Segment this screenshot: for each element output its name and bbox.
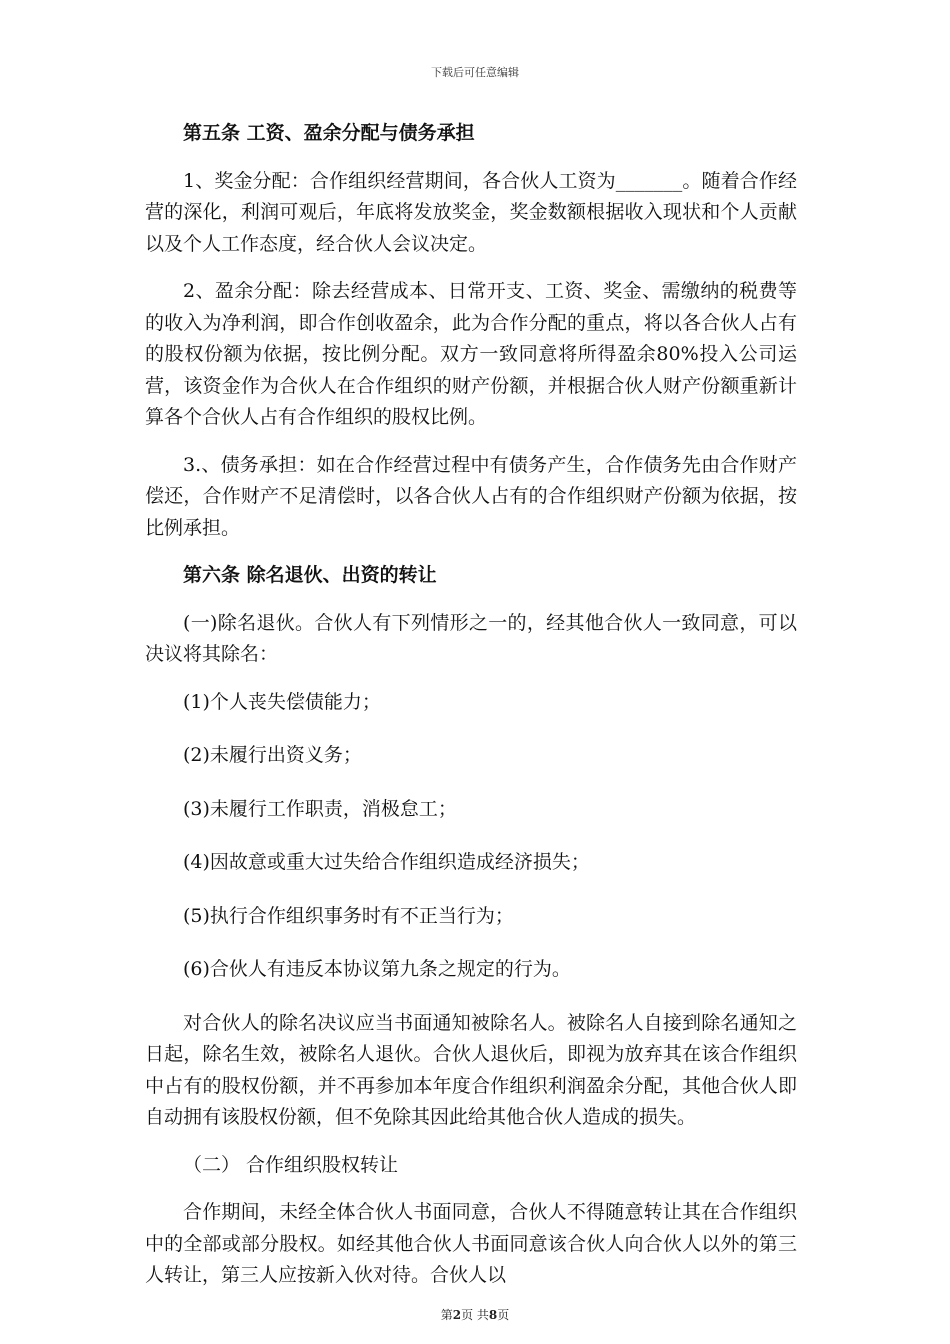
article-5-title: 第五条 工资、盈余分配与债务承担 [183,122,475,144]
removal-condition-item: (2)未履行出资义务； [183,744,362,766]
removal-resolution-paragraph: 对合伙人的除名决议应当书面通知被除名人。被除名人自接到除名通知之日起，除名生效，被除名人退伙。合伙人退伙后，即视为放弃其在该合作组织中占有的股权份额，并不再参加本年度合作组织利润盈余分配，其他合伙人即自动拥有该股权份额，但不免除其因此给其他合伙人造成的损失。 [145,1011,797,1128]
page-header-note: 下载后可任意编辑 [431,66,519,79]
equity-transfer-paragraph: 合作期间，未经全体合伙人书面同意，合伙人不得随意转让其在合作组织中的全部或部分股权。如经其他合伙人书面同意该合伙人向合伙人以外的第三人转让，第三人应按新入伙对待。合伙人以 [145,1201,797,1286]
footer-suffix: 页 [497,1308,510,1322]
article-5-debt-paragraph: 3.、债务承担：如在合作经营过程中有债务产生，合作债务先由合作财产偿还，合作财产不足清偿时，以各合伙人占有的合作组织财产份额为依据，按比例承担。 [145,453,797,539]
removal-condition-item: (5)执行合作组织事务时有不正当行为； [183,904,514,927]
removal-condition-item: (6)合伙人有违反本协议第九条之规定的行为。 [183,958,571,980]
current-page-number: 2 [452,1308,462,1322]
article-5-surplus-paragraph: 2、盈余分配：除去经营成本、日常开支、工资、奖金、需缴纳的税费等的收入为净利润，即合作创收盈余，此为合作分配的重点，将以各合伙人占有的股权份额为依据，按比例分配。双方一致同意将所得盈余80%投入公司运营，该资金作为合伙人在合作组织的财产份额，并根据合伙人财产份额重新计算各个合伙人占有合作组织的股权比例。 [145,280,797,428]
article-6-title: 第六条 除名退伙、出资的转让 [183,564,437,586]
article-5-bonus-paragraph: 1、奖金分配：合作组织经营期间，各合伙人工资为_______。随着合作经营的深化，利润可观后，年底将发放奖金，奖金数额根据收入现状和个人贡献以及个人工作态度，经合伙人会议决定。 [145,169,797,255]
removal-condition-item: (1)个人丧失偿债能力； [183,690,381,713]
removal-condition-item: (4)因故意或重大过失给合作组织造成经济损失； [183,851,590,873]
page-footer [0,1307,950,1323]
footer-prefix: 第 [440,1308,453,1322]
article-6-removal-intro: (一)除名退伙。合伙人有下列情形之一的，经其他合伙人一致同意，可以决议将其除名： [145,611,797,665]
removal-condition-item: (3)未履行工作职责，消极怠工； [183,797,457,820]
equity-transfer-subtitle: （二） 合作组织股权转让 [183,1153,399,1176]
document-body [145,118,797,1308]
total-pages-number: 8 [488,1308,498,1322]
footer-middle: 页 共 [461,1308,489,1322]
